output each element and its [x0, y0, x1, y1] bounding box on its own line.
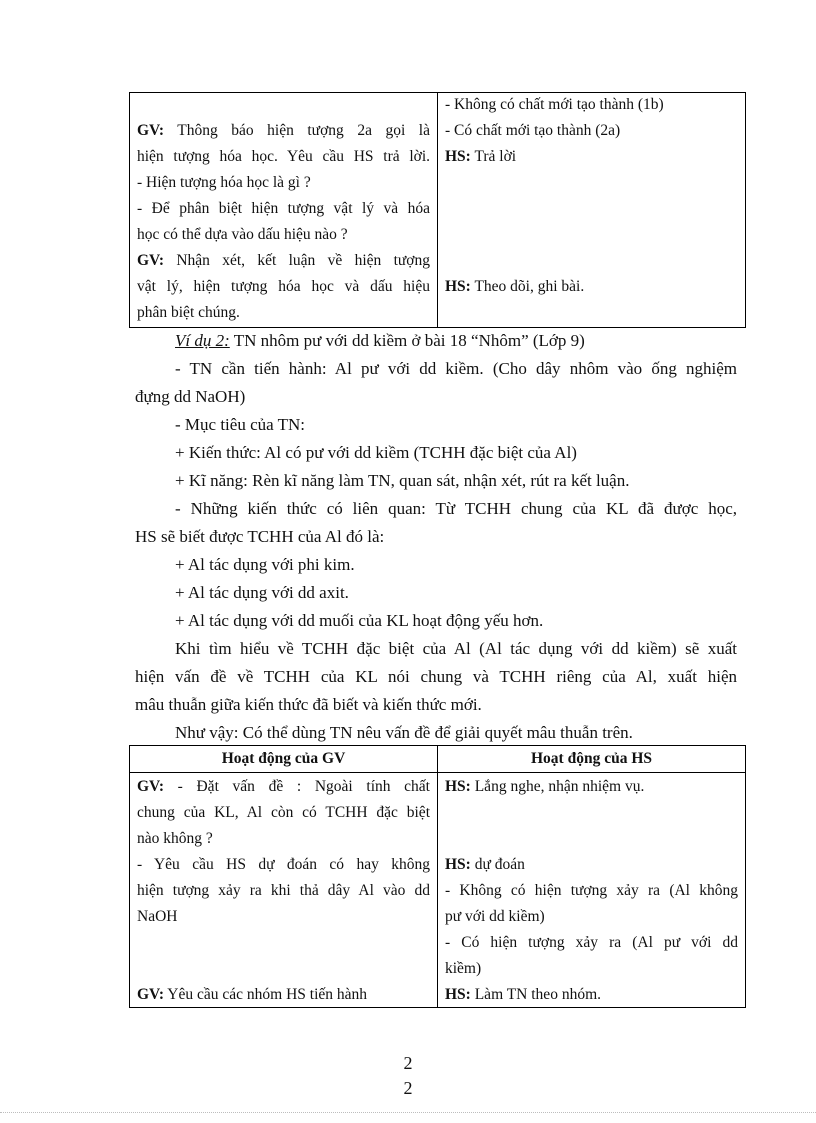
body-line: + Al tác dụng với dd axit.	[175, 583, 349, 602]
table-line: GV: Nhận xét, kết luận về hiện tượng	[137, 252, 430, 269]
page-number: 2	[403, 1053, 413, 1073]
table-line: - Để phân biệt hiện tượng vật lý và hóa	[137, 200, 430, 217]
table-line: - Yêu cầu HS dự đoán có hay không	[137, 856, 430, 873]
table-line: HS: Trả lời	[445, 148, 517, 165]
body-line: + Al tác dụng với phi kim.	[175, 555, 355, 574]
table-line: NaOH	[137, 908, 178, 925]
activity-table-1	[129, 92, 746, 328]
table-line: HS: Lắng nghe, nhận nhiệm vụ.	[445, 778, 645, 795]
table-line: - Hiện tượng hóa học là gì ?	[137, 174, 311, 191]
table-line: học có thể dựa vào dấu hiệu nào ?	[137, 226, 348, 243]
table-line: phân biệt chúng.	[137, 304, 240, 321]
table-line: nào không ?	[137, 830, 213, 847]
body-line: Như vậy: Có thể dùng TN nêu vấn đề để giải quyết mâu thuẫn trên.	[175, 723, 633, 742]
body-line: + Al tác dụng với dd muối của KL hoạt động yếu hơn.	[175, 611, 544, 630]
table-line: kiềm)	[445, 960, 482, 977]
body-line: - TN cần tiến hành: Al pư với dd kiềm. (Cho dây nhôm vào ống nghiệm	[175, 359, 737, 378]
student-activity-cell	[438, 773, 746, 1008]
body-line: mâu thuẫn giữa kiến thức đã biết và kiến thức mới.	[135, 695, 482, 714]
page-bottom-rule	[0, 1112, 816, 1113]
table-line: HS: dự đoán	[445, 856, 525, 873]
body-line: + Kiến thức: Al có pư với dd kiềm (TCHH đặc biệt của Al)	[175, 443, 577, 462]
table-line: - Có hiện tượng xảy ra (Al pư với dd	[445, 934, 738, 951]
example-heading: Ví dụ 2: TN nhôm pư với dd kiềm ở bài 18 “Nhôm” (Lớp 9)	[175, 331, 585, 350]
table-line: pư với dd kiềm)	[445, 908, 545, 925]
teacher-column-header: Hoạt động của GV	[130, 746, 438, 773]
body-line: + Kĩ năng: Rèn kĩ năng làm TN, quan sát, nhận xét, rút ra kết luận.	[175, 471, 630, 490]
student-column-header: Hoạt động của HS	[438, 746, 746, 773]
table-line: chung của KL, Al còn có TCHH đặc biệt	[137, 804, 430, 821]
table-line: GV: Yêu cầu các nhóm HS tiến hành	[137, 986, 368, 1003]
body-line: - Mục tiêu của TN:	[175, 415, 305, 434]
table-line: hiện tượng xảy ra khi thả dây Al vào dd	[137, 882, 430, 899]
table-line: hiện tượng hóa học. Yêu cầu HS trả lời.	[137, 148, 430, 165]
table-line: - Không có hiện tượng xảy ra (Al không	[445, 882, 738, 899]
table-line: HS: Làm TN theo nhóm.	[445, 986, 601, 1003]
table-line: - Không có chất mới tạo thành (1b)	[445, 96, 664, 113]
body-line: đựng dd NaOH)	[135, 387, 246, 406]
teacher-activity-cell	[130, 93, 438, 328]
table-line: vật lý, hiện tượng hóa học và dấu hiệu	[137, 278, 430, 295]
activity-table-2	[129, 745, 746, 1008]
body-line: - Những kiến thức có liên quan: Từ TCHH chung của KL đã được học,	[175, 499, 737, 518]
table-line: HS: Theo dõi, ghi bài.	[445, 278, 585, 295]
body-line: Khi tìm hiểu về TCHH đặc biệt của Al (Al tác dụng với dd kiềm) sẽ xuất	[175, 639, 737, 658]
table-line: - Có chất mới tạo thành (2a)	[445, 122, 621, 139]
teacher-activity-cell	[130, 773, 438, 1008]
table-line: GV: - Đặt vấn đề : Ngoài tính chất	[137, 778, 430, 795]
body-line: HS sẽ biết được TCHH của Al đó là:	[135, 527, 385, 546]
table-line: GV: Thông báo hiện tượng 2a gọi là	[137, 122, 430, 139]
body-line: hiện vấn đề về TCHH của KL nói chung và TCHH riêng của Al, xuất hiện	[135, 667, 737, 686]
page-number: 2	[403, 1078, 413, 1098]
student-activity-cell	[438, 93, 746, 328]
